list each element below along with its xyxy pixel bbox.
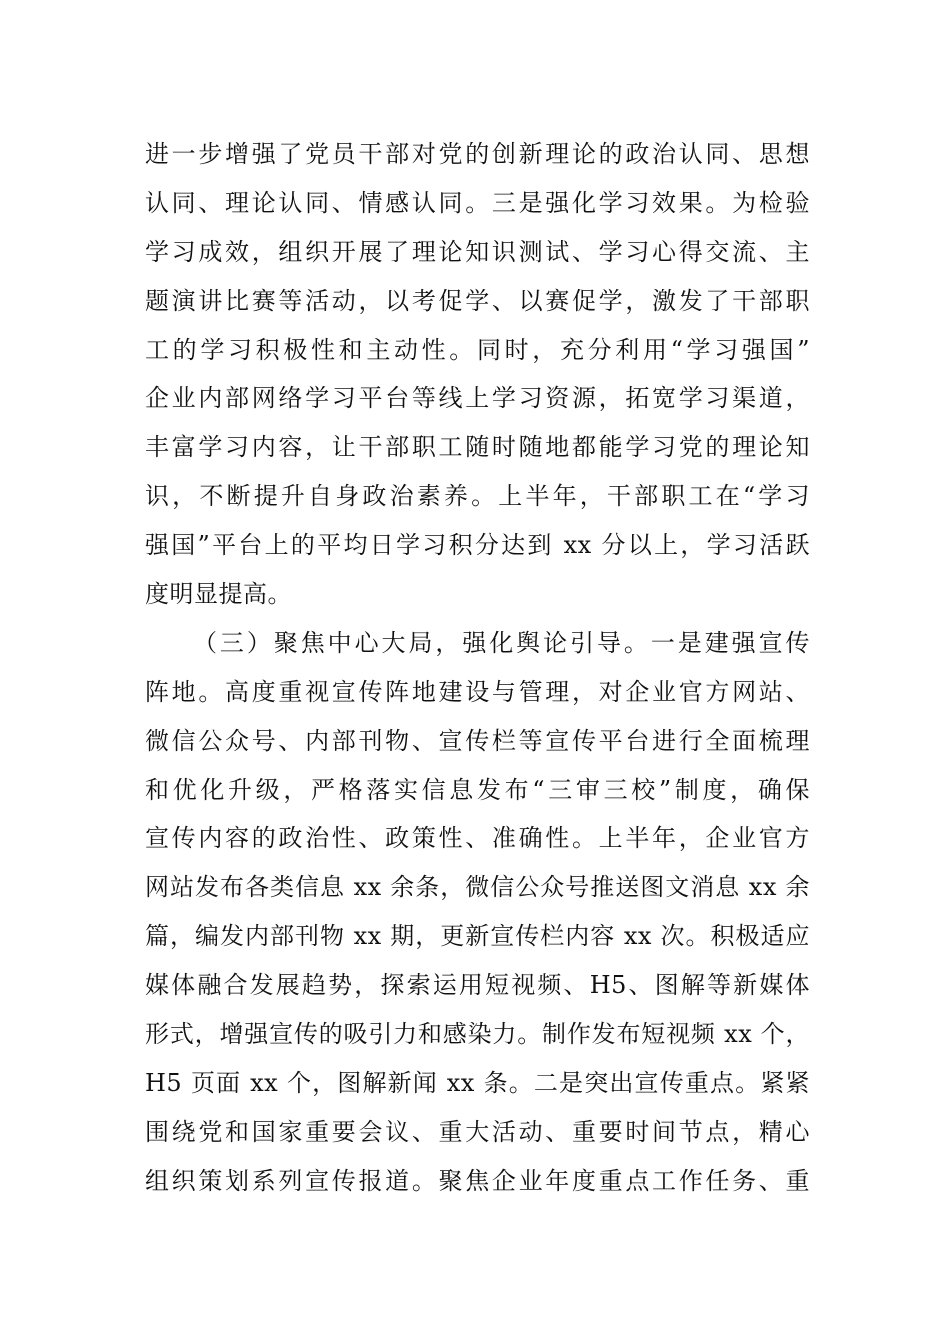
text-line: 企业内部网络学习平台等线上学习资源，拓宽学习渠道， bbox=[145, 384, 810, 413]
text-line: 阵地。高度重视宣传阵地建设与管理，对企业官方网站、 bbox=[145, 677, 810, 706]
text-line: 和优化升级，严格落实信息发布“三审三校”制度，确保 bbox=[145, 775, 810, 804]
text-line: 篇，编发内部刊物 xx 期，更新宣传栏内容 xx 次。积极适应 bbox=[145, 922, 810, 951]
text-line: 学习成效，组织开展了理论知识测试、学习心得交流、主 bbox=[145, 237, 810, 266]
text-line: 宣传内容的政治性、政策性、准确性。上半年，企业官方 bbox=[145, 824, 810, 853]
text-line: 组织策划系列宣传报道。聚焦企业年度重点工作任务、重 bbox=[145, 1166, 810, 1195]
section-heading-line: （三）聚焦中心大局，强化舆论引导。一是建强宣传 bbox=[193, 628, 810, 657]
text-line: 微信公众号、内部刊物、宣传栏等宣传平台进行全面梳理 bbox=[145, 726, 810, 755]
text-line: 形式，增强宣传的吸引力和感染力。制作发布短视频 xx 个， bbox=[145, 1020, 810, 1049]
text-line: 题演讲比赛等活动，以考促学、以赛促学，激发了干部职 bbox=[145, 286, 810, 315]
text-line: 识，不断提升自身政治素养。上半年，干部职工在“学习 bbox=[145, 482, 810, 511]
text-line: 媒体融合发展趋势，探索运用短视频、H5、图解等新媒体 bbox=[145, 971, 810, 1000]
text-line: 丰富学习内容，让干部职工随时随地都能学习党的理论知 bbox=[145, 433, 810, 462]
body-text bbox=[145, 130, 810, 1206]
text-line: 认同、理论认同、情感认同。三是强化学习效果。为检验 bbox=[145, 188, 810, 217]
text-line: 工的学习积极性和主动性。同时，充分利用“学习强国” bbox=[145, 335, 810, 364]
paragraph-end-line: 度明显提高。 bbox=[145, 580, 292, 609]
text-line: H5 页面 xx 个，图解新闻 xx 条。二是突出宣传重点。紧紧 bbox=[145, 1068, 810, 1097]
text-line: 进一步增强了党员干部对党的创新理论的政治认同、思想 bbox=[145, 140, 810, 168]
text-line: 网站发布各类信息 xx 余条，微信公众号推送图文消息 xx 余 bbox=[145, 873, 810, 902]
text-line: 围绕党和国家重要会议、重大活动、重要时间节点，精心 bbox=[145, 1117, 810, 1146]
text-line: 强国”平台上的平均日学习积分达到 xx 分以上，学习活跃 bbox=[145, 531, 810, 560]
